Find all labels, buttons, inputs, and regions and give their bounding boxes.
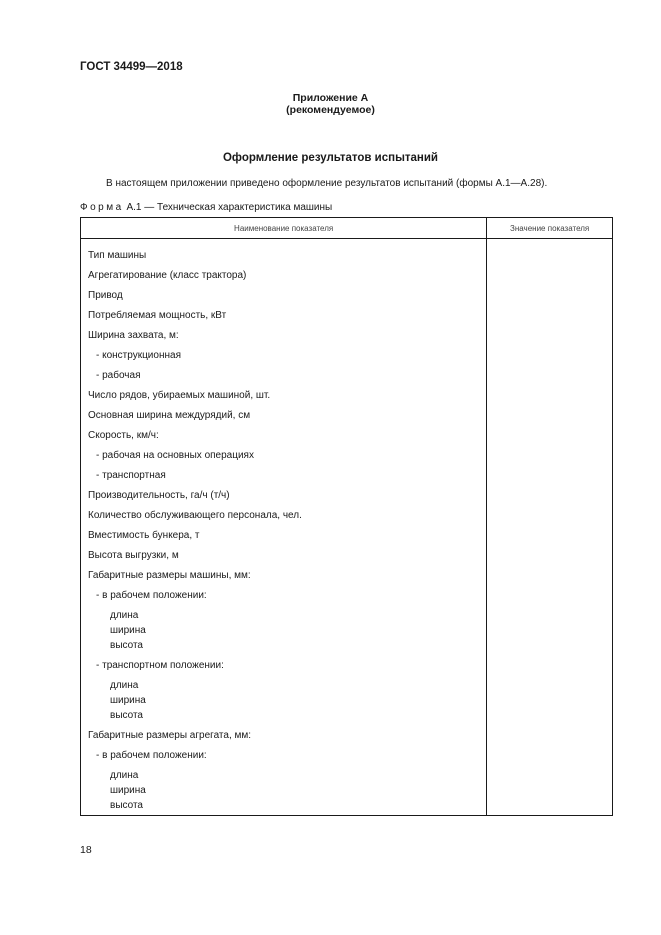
section-title: Оформление результатов испытаний [222,152,439,164]
table-row: - рабочая [96,370,141,381]
form-caption [80,202,332,213]
table-row: ширина [110,785,146,796]
page-number: 18 [80,844,92,856]
form-caption-text: А.1 — Техническая характеристика машины [126,202,333,213]
table-row: - рабочая на основных операциях [96,450,254,461]
standard-number: ГОСТ 34499—2018 [80,61,183,73]
annex-title: Приложение А [292,92,369,104]
table-row: длина [110,610,139,621]
characteristics-table [80,217,613,816]
table-row: Габаритные размеры машины, мм: [88,570,251,581]
table-row: Вместимость бункера, т [88,530,200,541]
table-row: ширина [110,695,146,706]
column-header-value: Значение показателя [487,218,613,239]
table-row: Высота выгрузки, м [88,550,179,561]
annex-status: (рекомендуемое) [286,104,375,116]
table-row: Число рядов, убираемых машиной, шт. [88,390,271,401]
table-row: - транспортном положении: [96,660,224,671]
names-column [81,239,487,816]
table-row: ширина [110,625,146,636]
table-row: Количество обслуживающего персонала, чел. [88,510,302,521]
form-label: Форма [80,202,124,213]
table-row: Тип машины [88,250,147,261]
table-row: Габаритные размеры агрегата, мм: [88,730,252,741]
intro-paragraph: В настоящем приложении приведено оформление результатов испытаний (формы А.1—А.28). [106,178,548,189]
values-column[interactable] [487,239,613,816]
table-row: Ширина захвата, м: [88,330,179,341]
column-header-name: Наименование показателя [81,218,487,239]
table-row: Скорость, км/ч: [88,430,159,441]
table-row: - в рабочем положении: [96,750,207,761]
table-row: высота [110,710,143,721]
table-row: Агрегатирование (класс трактора) [88,270,247,281]
table-row: высота [110,640,143,651]
table-row: длина [110,770,139,781]
table-row: - конструкционная [96,350,181,361]
table-row: Привод [88,290,123,301]
table-row: Производительность, га/ч (т/ч) [88,490,230,501]
table-row: Потребляемая мощность, кВт [88,310,227,321]
table-row: - транспортная [96,470,166,481]
table-row: длина [110,680,139,691]
table-row: Основная ширина междурядий, см [88,410,251,421]
table-row: высота [110,800,143,811]
table-row: - в рабочем положении: [96,590,207,601]
